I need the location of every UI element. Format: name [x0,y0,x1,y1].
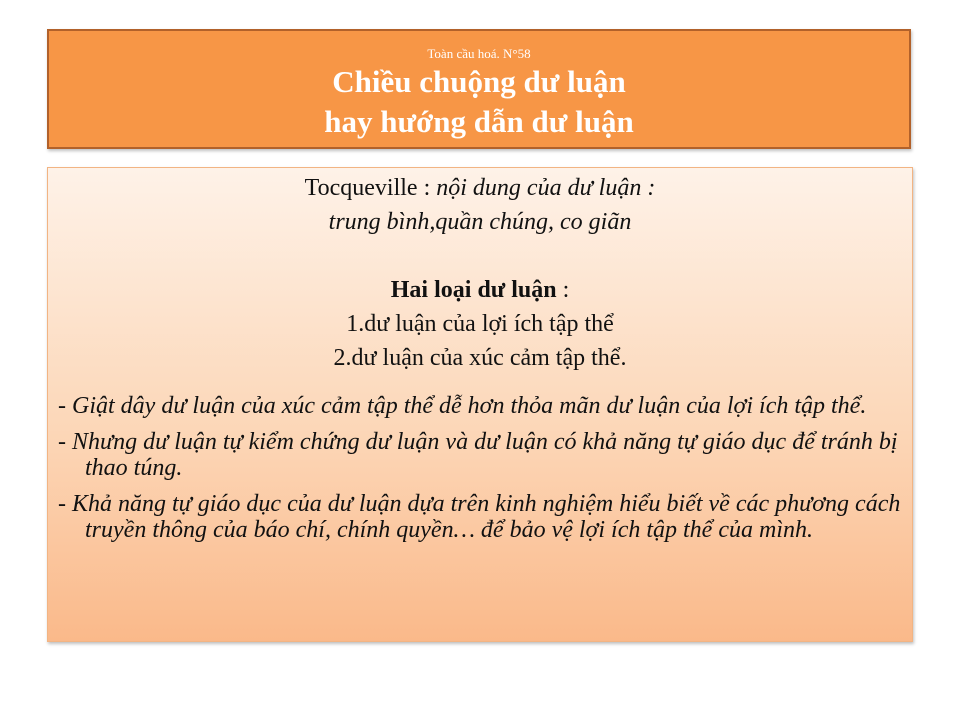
spacer [48,239,912,273]
type-item-1: 1.dư luận của lợi ích tập thể [346,311,614,337]
types-heading-colon: : [556,277,570,303]
intro-line-1 [48,171,912,205]
bullet-item-2 [58,429,902,481]
intro-prefix: Tocqueville : [304,175,437,201]
content-box [47,167,913,642]
title-box [47,29,911,149]
slide-title-line-1: Chiều chuộng dư luận [332,64,626,99]
bullet-dash: - [58,393,72,419]
bullet-text-2: Nhưng dư luận tự kiểm chứng dư luận và dư luận có khả năng tự giáo dục để tránh bị thao túng. [72,429,898,481]
bullet-item-1 [58,393,902,419]
bullet-list [48,393,912,543]
intro-block [48,171,912,375]
bullet-dash: - [58,429,72,455]
slide-title-line-2: hay hướng dẫn dư luận [324,104,634,139]
type-item-2: 2.dư luận của xúc cảm tập thể. [333,345,627,371]
bullet-text-3: Khả năng tự giáo dục của dư luận dựa trên kinh nghiệm hiểu biết về các phương cách truyền thông của báo chí, chính quyền… để bảo vệ lợi ích tập thể của mình. [72,491,901,543]
intro-italic-line-2: trung bình,quần chúng, co giãn [328,209,632,235]
intro-italic: nội dung của dư luận : [436,175,656,201]
bullet-dash: - [58,491,72,517]
types-heading-line [48,273,912,307]
types-heading: Hai loại dư luận [390,277,557,303]
bullet-text-1: Giật dây dư luận của xúc cảm tập thể dễ hơn thỏa mãn dư luận của lợi ích tập thể. [72,393,867,419]
slide-subtitle: Toàn cầu hoá. N°58 [427,46,531,61]
intro-line-2 [48,205,912,239]
bullet-item-3 [58,491,902,543]
